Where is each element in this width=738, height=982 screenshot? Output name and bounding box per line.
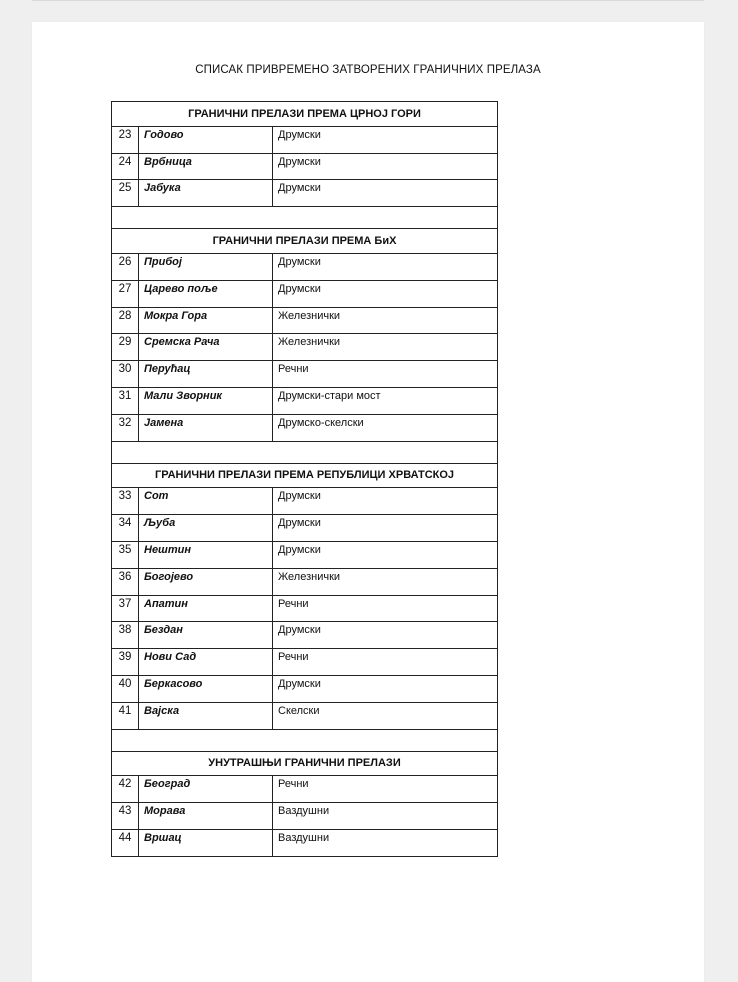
table-row [112, 622, 498, 649]
row-number: 23 [112, 126, 139, 153]
row-number: 24 [112, 153, 139, 180]
crossing-type: Железнички [273, 307, 498, 334]
crossing-name: Беркасово [139, 675, 273, 702]
crossing-type: Друмски [273, 675, 498, 702]
crossing-name: Мали Зворник [139, 387, 273, 414]
row-number: 41 [112, 702, 139, 729]
crossing-type: Друмско-скелски [273, 414, 498, 441]
table-row [112, 387, 498, 414]
crossing-name: Сремска Рача [139, 334, 273, 361]
spacer-row [112, 441, 498, 463]
row-number: 33 [112, 488, 139, 515]
table-row [112, 361, 498, 388]
crossing-type: Друмски [273, 180, 498, 207]
crossing-name: Морава [139, 803, 273, 830]
crossing-name: Јабука [139, 180, 273, 207]
crossing-name: Љуба [139, 515, 273, 542]
table-row [112, 675, 498, 702]
crossing-type: Друмски [273, 153, 498, 180]
section-header-row [112, 463, 498, 488]
table-row [112, 488, 498, 515]
spacer-cell [112, 207, 498, 229]
crossing-type: Речни [273, 595, 498, 622]
table-row [112, 568, 498, 595]
crossing-name: Апатин [139, 595, 273, 622]
table-row [112, 829, 498, 856]
table-row [112, 595, 498, 622]
document-title: СПИСАК ПРИВРЕМЕНО ЗАТВОРЕНИХ ГРАНИЧНИХ ПРЕЛАЗА [195, 64, 541, 76]
row-number: 32 [112, 414, 139, 441]
row-number: 26 [112, 253, 139, 280]
row-number: 43 [112, 803, 139, 830]
table-row [112, 649, 498, 676]
table-row [112, 541, 498, 568]
section-heading: УНУТРАШЊИ ГРАНИЧНИ ПРЕЛАЗИ [112, 751, 498, 776]
spacer-row [112, 207, 498, 229]
table-row [112, 515, 498, 542]
crossing-name: Мокра Гора [139, 307, 273, 334]
crossing-type: Друмски [273, 622, 498, 649]
row-number: 42 [112, 776, 139, 803]
table-row [112, 126, 498, 153]
row-number: 27 [112, 280, 139, 307]
crossing-type: Речни [273, 361, 498, 388]
section-header-row [112, 751, 498, 776]
crossing-type: Друмски [273, 253, 498, 280]
row-number: 39 [112, 649, 139, 676]
table-row [112, 307, 498, 334]
crossing-name: Вајска [139, 702, 273, 729]
crossing-name: Прибој [139, 253, 273, 280]
row-number: 28 [112, 307, 139, 334]
table-row [112, 803, 498, 830]
table-row [112, 253, 498, 280]
row-number: 35 [112, 541, 139, 568]
table-row [112, 280, 498, 307]
crossing-name: Јамена [139, 414, 273, 441]
crossing-type: Речни [273, 776, 498, 803]
table-row [112, 334, 498, 361]
crossing-name: Врбница [139, 153, 273, 180]
crossing-type: Скелски [273, 702, 498, 729]
spacer-cell [112, 441, 498, 463]
crossing-name: Вршац [139, 829, 273, 856]
row-number: 25 [112, 180, 139, 207]
table-row [112, 153, 498, 180]
spacer-row [112, 729, 498, 751]
section-heading: ГРАНИЧНИ ПРЕЛАЗИ ПРЕМА БиХ [112, 229, 498, 254]
row-number: 31 [112, 387, 139, 414]
table-row [112, 414, 498, 441]
section-header-row [112, 229, 498, 254]
row-number: 40 [112, 675, 139, 702]
crossing-type: Друмски-стари мост [273, 387, 498, 414]
crossing-name: Бездан [139, 622, 273, 649]
crossing-name: Београд [139, 776, 273, 803]
row-number: 44 [112, 829, 139, 856]
crossing-name: Царево поље [139, 280, 273, 307]
crossing-name: Нови Сад [139, 649, 273, 676]
crossing-name: Сот [139, 488, 273, 515]
table-row [112, 702, 498, 729]
crossing-type: Ваздушни [273, 829, 498, 856]
crossing-type: Друмски [273, 515, 498, 542]
crossing-type: Друмски [273, 280, 498, 307]
crossing-type: Железнички [273, 568, 498, 595]
row-number: 37 [112, 595, 139, 622]
table-row [112, 776, 498, 803]
section-heading: ГРАНИЧНИ ПРЕЛАЗИ ПРЕМА РЕПУБЛИЦИ ХРВАТСКОЈ [112, 463, 498, 488]
border-crossings-table [111, 101, 498, 857]
row-number: 30 [112, 361, 139, 388]
row-number: 36 [112, 568, 139, 595]
crossing-type: Речни [273, 649, 498, 676]
row-number: 38 [112, 622, 139, 649]
document-page [32, 22, 704, 982]
crossing-type: Железнички [273, 334, 498, 361]
crossing-type: Друмски [273, 126, 498, 153]
crossing-name: Богојево [139, 568, 273, 595]
top-divider [32, 0, 704, 1]
crossing-name: Нештин [139, 541, 273, 568]
section-header-row [112, 102, 498, 127]
section-heading: ГРАНИЧНИ ПРЕЛАЗИ ПРЕМА ЦРНОЈ ГОРИ [112, 102, 498, 127]
row-number: 29 [112, 334, 139, 361]
crossing-type: Ваздушни [273, 803, 498, 830]
spacer-cell [112, 729, 498, 751]
row-number: 34 [112, 515, 139, 542]
table-row [112, 180, 498, 207]
crossing-name: Перућац [139, 361, 273, 388]
crossing-name: Годово [139, 126, 273, 153]
crossing-type: Друмски [273, 488, 498, 515]
crossing-type: Друмски [273, 541, 498, 568]
